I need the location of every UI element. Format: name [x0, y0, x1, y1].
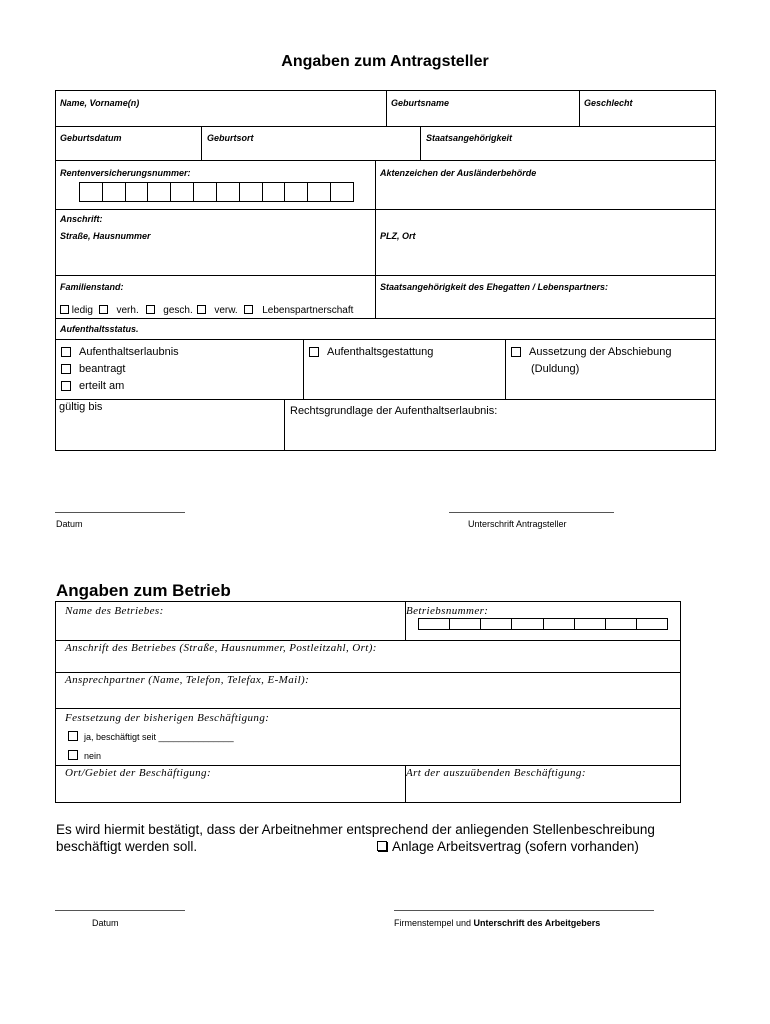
anlage-checkbox[interactable] [377, 841, 387, 851]
unterschrift-arbeitgeber-label: Unterschrift des Arbeitgebers [473, 918, 601, 928]
verh-checkbox[interactable] [99, 305, 108, 314]
name-label: Name, Vorname(n) [60, 98, 140, 108]
confirmation-line2: beschäftigt werden soll. [56, 839, 198, 854]
unterschrift-antragsteller-label: Unterschrift Antragsteller [468, 519, 567, 529]
beantragt-checkbox[interactable] [61, 364, 71, 374]
rentenversicherung-label: Rentenversicherungsnummer: [60, 168, 191, 178]
verw-checkbox[interactable] [197, 305, 206, 314]
aktenzeichen-label: Aktenzeichen der Ausländerbehörde [380, 168, 537, 178]
gueltig-bis-label: gültig bis [59, 401, 103, 413]
geburtsdatum-label: Geburtsdatum [60, 133, 122, 143]
verh-label: verh. [116, 305, 139, 316]
staatsangehoerigkeit-label: Staatsangehörigkeit [426, 133, 513, 143]
art-beschaeftigung-label: Art der auszuübenden Beschäftigung: [406, 767, 586, 779]
applicant-form [55, 90, 716, 451]
geburtsname-label: Geburtsname [391, 98, 450, 108]
lebenspartnerschaft-label: Lebenspartnerschaft [262, 305, 354, 316]
familienstand-options [60, 305, 353, 316]
ledig-checkbox[interactable] [60, 305, 69, 314]
arbeitgeber-signature-label [394, 918, 600, 928]
aussetzung-label: Aussetzung der Abschiebung [529, 346, 672, 358]
lebenspartnerschaft-checkbox[interactable] [244, 305, 253, 314]
page-title: Angaben zum Antragsteller [281, 53, 489, 70]
erteilt-am-checkbox[interactable] [61, 381, 71, 391]
aufenthaltserlaubnis-label: Aufenthaltserlaubnis [79, 346, 179, 358]
betriebsnummer-input[interactable] [418, 618, 668, 630]
beantragt-label: beantragt [79, 363, 126, 375]
festsetzung-label: Festsetzung der bisherigen Beschäftigung: [65, 712, 270, 724]
rentenversicherung-number-input[interactable] [79, 182, 354, 202]
datum-label-2: Datum [92, 918, 119, 928]
aufenthaltsgestattung-label: Aufenthaltsgestattung [327, 346, 434, 358]
confirmation-line1: Es wird hiermit bestätigt, dass der Arbeitnehmer entsprechend der anliegenden Stellenbeschreibung [56, 822, 655, 837]
erteilt-am-label: erteilt am [79, 380, 125, 392]
gesch-checkbox[interactable] [146, 305, 155, 314]
verw-label: verw. [214, 305, 238, 316]
strasse-label: Straße, Hausnummer [60, 231, 151, 241]
duldung-label: (Duldung) [531, 363, 580, 375]
anschrift-label: Anschrift: [60, 214, 103, 224]
ehegatten-label: Staatsangehörigkeit des Ehegatten / Lebenspartners: [380, 282, 609, 292]
ja-checkbox[interactable] [68, 731, 78, 741]
anlage-option [377, 839, 639, 854]
geschlecht-label: Geschlecht [584, 98, 633, 108]
anschrift-betrieb-label: Anschrift des Betriebes (Straße, Hausnummer, Postleitzahl, Ort): [65, 642, 377, 654]
rechtsgrundlage-label: Rechtsgrundlage der Aufenthaltserlaubnis: [290, 405, 498, 417]
name-betrieb-label: Name des Betriebes: [65, 605, 164, 617]
nein-checkbox[interactable] [68, 750, 78, 760]
aussetzung-checkbox[interactable] [511, 347, 521, 357]
ort-gebiet-label: Ort/Gebiet der Beschäftigung: [65, 767, 212, 779]
aufenthaltsgestattung-checkbox[interactable] [309, 347, 319, 357]
betriebsnummer-label: Betriebsnummer: [406, 605, 489, 617]
aufenthaltserlaubnis-checkbox[interactable] [61, 347, 71, 357]
gesch-label: gesch. [163, 305, 193, 316]
datum-label-1: Datum [56, 519, 83, 529]
betrieb-title: Angaben zum Betrieb [56, 581, 231, 600]
ja-beschaeftigt-label: ja, beschäftigt seit _______________ [84, 732, 234, 742]
firmenstempel-label: Firmenstempel und [394, 918, 474, 928]
plz-label: PLZ, Ort [380, 231, 416, 241]
ansprechpartner-label: Ansprechpartner (Name, Telefon, Telefax, E-Mail): [65, 674, 310, 686]
nein-label: nein [84, 751, 102, 761]
aufenthaltsstatus-label: Aufenthaltsstatus. [60, 324, 139, 334]
anlage-label: Anlage Arbeitsvertrag (sofern vorhanden) [392, 839, 639, 854]
familienstand-label: Familienstand: [60, 282, 124, 292]
ledig-label: ledig [71, 305, 93, 316]
geburtsort-label: Geburtsort [207, 133, 254, 143]
